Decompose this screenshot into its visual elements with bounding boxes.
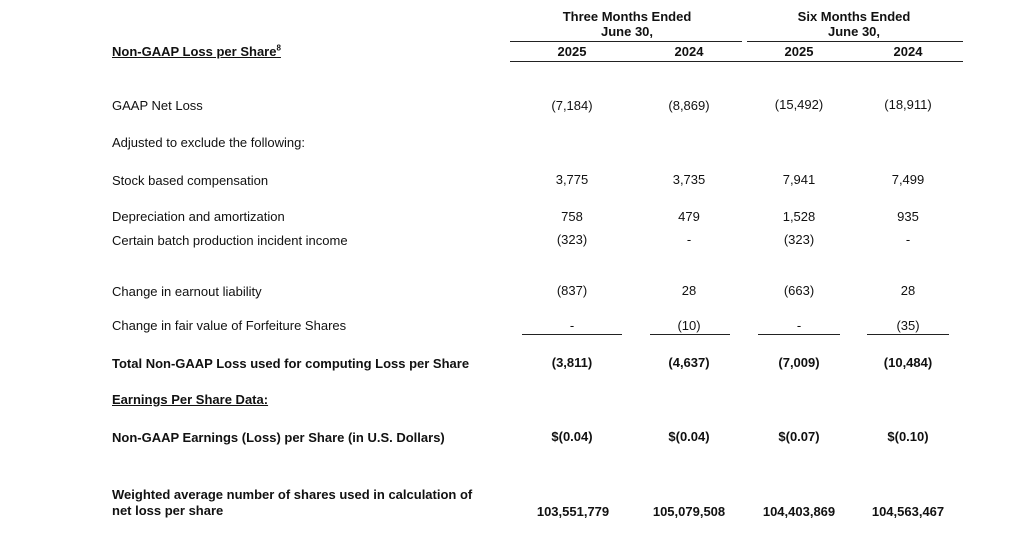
subtotal-rule-4	[867, 334, 949, 335]
row-label-stock-comp: Stock based compensation	[112, 173, 269, 188]
year-col-3: 2025	[784, 44, 814, 59]
cell-forfeiture-1: -	[569, 318, 575, 333]
cell-total-3: (7,009)	[778, 355, 820, 370]
row-label-earnout: Change in earnout liability	[112, 284, 262, 299]
cell-gaap-net-loss-3: (15,492)	[774, 97, 824, 112]
year-col-2: 2024	[674, 44, 704, 59]
cell-depreciation-4: 935	[897, 209, 919, 224]
cell-forfeiture-2: (10)	[677, 318, 701, 333]
subtotal-rule-1	[522, 334, 622, 335]
cell-stock-comp-2: 3,735	[672, 172, 706, 187]
cell-depreciation-1: 758	[561, 209, 583, 224]
three-months-header-line2: June 30,	[600, 24, 654, 39]
row-label-depreciation: Depreciation and amortization	[112, 209, 285, 224]
year-col-4: 2024	[893, 44, 923, 59]
cell-eps-4: $(0.10)	[887, 429, 929, 444]
year-col-1: 2025	[557, 44, 587, 59]
cell-shares-4: 104,563,467	[871, 504, 945, 519]
page-title	[112, 44, 281, 59]
row-label-shares	[112, 487, 472, 519]
cell-earnout-4: 28	[900, 283, 916, 298]
cell-gaap-net-loss-4: (18,911)	[884, 97, 932, 112]
three-months-header-line1: Three Months Ended	[562, 9, 692, 24]
cell-shares-1: 103,551,779	[536, 504, 610, 519]
cell-gaap-net-loss-1: (7,184)	[551, 98, 593, 113]
cell-depreciation-3: 1,528	[782, 209, 816, 224]
row-label-forfeiture: Change in fair value of Forfeiture Shares	[112, 318, 347, 333]
cell-stock-comp-3: 7,941	[782, 172, 816, 187]
cell-gaap-net-loss-2: (8,869)	[668, 98, 710, 113]
row-label-gaap-net-loss: GAAP Net Loss	[112, 98, 203, 113]
cell-stock-comp-4: 7,499	[891, 172, 925, 187]
cell-forfeiture-3: -	[796, 318, 802, 333]
cell-shares-3: 104,403,869	[762, 504, 836, 519]
subtotal-rule-2	[650, 334, 730, 335]
cell-total-2: (4,637)	[668, 355, 710, 370]
cell-total-4: (10,484)	[883, 355, 933, 370]
row-label-batch-incident: Certain batch production incident income	[112, 233, 348, 248]
six-months-header-line1: Six Months Ended	[797, 9, 911, 24]
cell-batch-incident-4: -	[905, 232, 911, 247]
header-rule-top-right	[747, 41, 963, 42]
cell-batch-incident-3: (323)	[783, 232, 815, 247]
three-months-header	[520, 9, 734, 39]
six-months-header	[747, 9, 961, 39]
eps-section-heading: Earnings Per Share Data:	[112, 392, 269, 407]
cell-forfeiture-4: (35)	[896, 318, 920, 333]
cell-batch-incident-1: (323)	[556, 232, 588, 247]
row-label-shares-line1: Weighted average number of shares used in calculation of	[112, 487, 473, 502]
cell-batch-incident-2: -	[686, 232, 692, 247]
header-rule-bottom	[510, 61, 963, 62]
row-label-adjusted: Adjusted to exclude the following:	[112, 135, 305, 150]
cell-eps-1: $(0.04)	[551, 429, 593, 444]
cell-total-1: (3,811)	[551, 355, 593, 370]
cell-earnout-3: (663)	[783, 283, 815, 298]
cell-earnout-2: 28	[681, 283, 697, 298]
row-label-total: Total Non-GAAP Loss used for computing Loss per Share	[112, 356, 470, 371]
row-label-shares-line2: net loss per share	[112, 503, 224, 518]
cell-earnout-1: (837)	[556, 283, 588, 298]
header-rule-top-left	[510, 41, 742, 42]
cell-eps-3: $(0.07)	[778, 429, 820, 444]
cell-eps-2: $(0.04)	[668, 429, 710, 444]
cell-stock-comp-1: 3,775	[555, 172, 589, 187]
cell-depreciation-2: 479	[678, 209, 700, 224]
page-title-footnote: 8	[276, 43, 281, 53]
page-title-text: Non-GAAP Loss per Share	[112, 44, 277, 59]
six-months-header-line2: June 30,	[827, 24, 881, 39]
row-label-eps: Non-GAAP Earnings (Loss) per Share (in U.S. Dollars)	[112, 430, 445, 445]
subtotal-rule-3	[758, 334, 840, 335]
cell-shares-2: 105,079,508	[652, 504, 726, 519]
